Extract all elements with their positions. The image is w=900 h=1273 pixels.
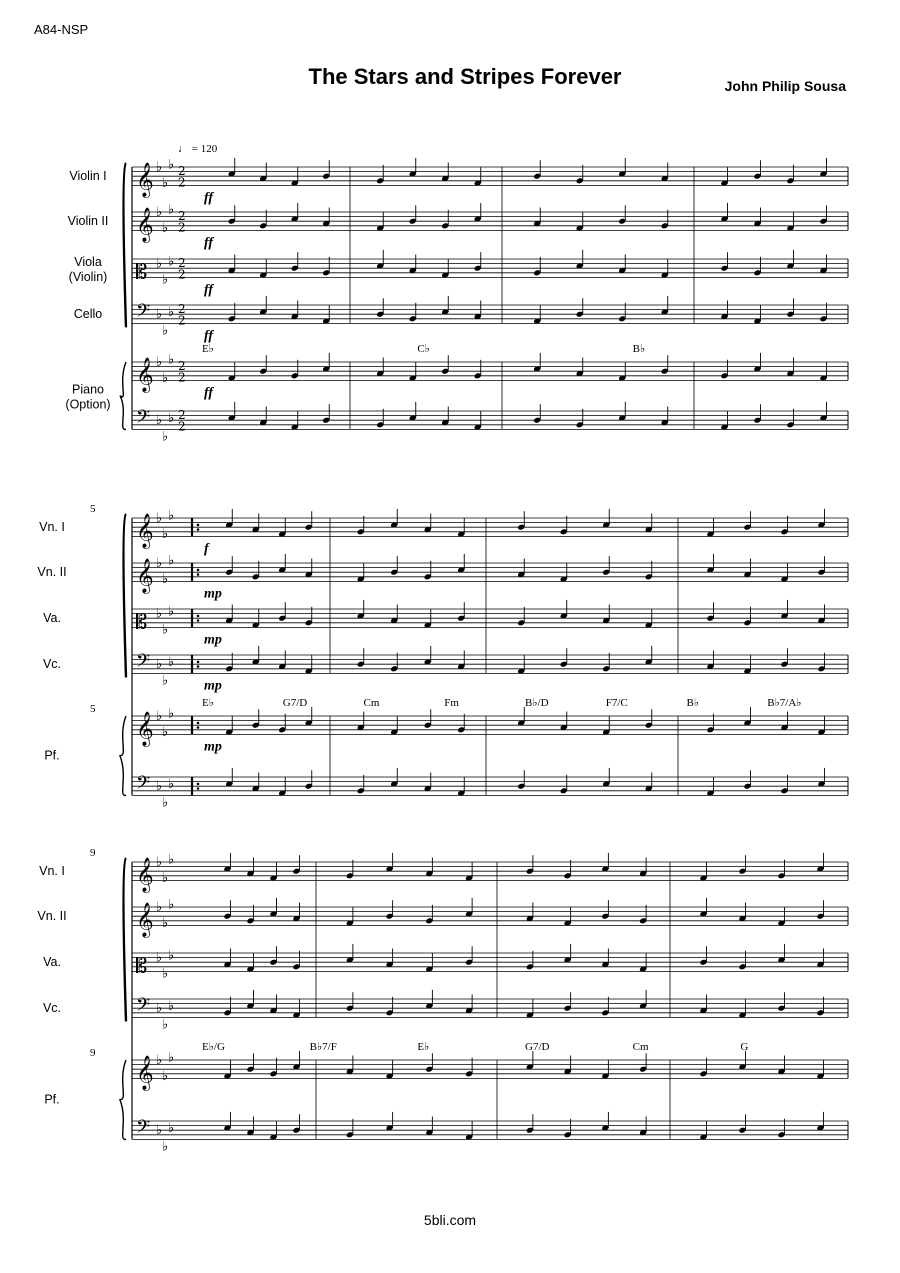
chord-symbol: G	[740, 1041, 749, 1053]
chord-symbol: E♭	[202, 343, 214, 355]
flat-icon: ♭	[168, 897, 175, 913]
treble-clef-icon: 𝄞	[136, 207, 154, 243]
document-code: A84-NSP	[34, 22, 89, 37]
flat-icon: ♭	[156, 779, 163, 795]
flat-icon: ♭	[162, 725, 169, 741]
repeat-dot	[197, 573, 200, 576]
flat-icon: ♭	[162, 795, 169, 811]
staff	[132, 301, 848, 339]
piano-brace	[120, 1060, 126, 1139]
flat-icon: ♭	[156, 511, 163, 526]
dynamic-mark: mp	[204, 739, 222, 755]
flat-icon: ♭	[168, 948, 175, 964]
time-signature: 2	[178, 302, 186, 317]
instrument-label: Pf.	[44, 748, 60, 763]
chord-symbol: F7/C	[605, 697, 628, 709]
flat-icon: ♭	[162, 916, 169, 932]
flat-icon: ♭	[156, 413, 163, 429]
flat-icon: ♭	[156, 709, 163, 724]
chord-symbol: G7/D	[282, 697, 308, 709]
flat-icon: ♭	[162, 1139, 169, 1155]
bass-clef-icon: 𝄢	[136, 1116, 151, 1142]
instrument-label: Vn. II	[37, 909, 67, 924]
treble-clef-icon: 𝄞	[136, 513, 154, 549]
chord-symbol: B♭	[686, 697, 700, 709]
bass-clef-icon: 𝄢	[136, 994, 151, 1020]
dynamic-mark: f	[204, 541, 209, 557]
instrument-label: Vc.	[42, 1001, 62, 1016]
flat-icon: ♭	[168, 852, 175, 868]
flat-icon: ♭	[156, 855, 163, 870]
treble-clef-icon: 𝄞	[136, 162, 154, 198]
flat-icon: ♭	[156, 606, 163, 622]
staff	[132, 353, 848, 394]
flat-icon: ♭	[156, 657, 163, 673]
staff	[132, 604, 848, 637]
system-1	[65, 158, 848, 445]
dynamic-mark: ff	[204, 235, 214, 251]
chord-symbol: B♭	[632, 343, 646, 355]
instrument-label: Pf.	[44, 1092, 60, 1107]
instrument-label: (Violin)	[68, 270, 108, 285]
instrument-label: Violin I	[69, 169, 107, 184]
repeat-dot	[197, 615, 200, 618]
time-signature: 2	[178, 256, 186, 271]
staff	[132, 554, 848, 595]
chord-symbol: E♭	[417, 1041, 430, 1053]
flat-icon: ♭	[168, 776, 175, 792]
instrument-label: Vn. I	[39, 864, 65, 879]
alto-clef-icon: 𝄡	[136, 953, 148, 978]
dynamic-mark: mp	[204, 632, 222, 648]
chord-symbol: B♭7/A♭	[767, 697, 802, 709]
dynamic-mark: ff	[204, 190, 214, 206]
flat-icon: ♭	[168, 706, 175, 722]
strings-bracket	[124, 858, 127, 1021]
instrument-label: Vn. I	[39, 520, 65, 535]
staff	[132, 158, 848, 199]
dynamic-mark: ff	[204, 282, 214, 298]
staff	[132, 773, 848, 811]
repeat-dot	[197, 787, 200, 790]
instrument-label: Va.	[43, 611, 61, 626]
staff	[132, 509, 848, 550]
flat-icon: ♭	[162, 622, 169, 638]
flat-icon: ♭	[162, 966, 169, 982]
time-signature: 2	[178, 370, 186, 385]
bass-clef-icon: 𝄢	[136, 772, 151, 798]
time-signature: 2	[178, 267, 186, 282]
strings-bracket	[124, 163, 127, 327]
repeat-dot	[197, 619, 200, 622]
repeat-dot	[197, 569, 200, 572]
dynamic-mark: ff	[204, 328, 214, 344]
flat-icon: ♭	[168, 654, 175, 670]
flat-icon: ♭	[162, 221, 169, 237]
staff	[132, 1117, 848, 1155]
system-3	[37, 847, 848, 1154]
staff	[132, 203, 848, 244]
flat-icon: ♭	[168, 304, 175, 320]
repeat-dot	[197, 722, 200, 725]
flat-icon: ♭	[162, 371, 169, 387]
repeat-dot	[197, 665, 200, 668]
flat-icon: ♭	[168, 553, 175, 569]
repeat-dot	[197, 528, 200, 531]
flat-icon: ♭	[156, 1053, 163, 1068]
repeat-dot	[197, 726, 200, 729]
flat-icon: ♭	[168, 1050, 175, 1066]
flat-icon: ♭	[162, 673, 169, 689]
time-signature: 2	[178, 175, 186, 190]
treble-clef-icon: 𝄞	[136, 857, 154, 893]
dynamic-mark: ff	[204, 385, 214, 401]
chord-symbol: Cm	[632, 1041, 649, 1053]
measure-number: 5	[90, 703, 96, 715]
instrument-label: Piano	[72, 382, 104, 397]
repeat-dot	[197, 524, 200, 527]
flat-icon: ♭	[168, 202, 175, 218]
flat-icon: ♭	[162, 272, 169, 288]
chord-symbol: B♭7/F	[309, 1041, 337, 1053]
flat-icon: ♭	[162, 1017, 169, 1033]
instrument-label: Va.	[43, 955, 61, 970]
flat-icon: ♭	[168, 998, 175, 1014]
time-signature: 2	[178, 164, 186, 179]
flat-icon: ♭	[168, 410, 175, 426]
treble-clef-icon: 𝄞	[136, 1055, 154, 1091]
treble-clef-icon: 𝄞	[136, 357, 154, 393]
flat-icon: ♭	[162, 527, 169, 543]
chord-symbol: G7/D	[525, 1041, 550, 1053]
chord-symbol: B♭/D	[525, 697, 549, 709]
tempo-marking: ♩ = 120	[178, 143, 218, 155]
flat-icon: ♭	[168, 157, 175, 173]
flat-icon: ♭	[156, 1001, 163, 1017]
flat-icon: ♭	[156, 900, 163, 915]
flat-icon: ♭	[162, 429, 169, 445]
alto-clef-icon: 𝄡	[136, 259, 148, 284]
measure-number: 5	[90, 503, 96, 515]
instrument-label: Cello	[73, 307, 103, 322]
flat-icon: ♭	[162, 1069, 169, 1085]
time-signature: 2	[178, 359, 186, 374]
flat-icon: ♭	[156, 205, 163, 220]
flat-icon: ♭	[156, 1123, 163, 1139]
chord-symbol: Cm	[363, 697, 380, 709]
time-signature: 2	[178, 220, 186, 235]
dynamic-mark: mp	[204, 678, 222, 694]
score-title: The Stars and Stripes Forever	[308, 64, 622, 89]
flat-icon: ♭	[156, 256, 163, 272]
treble-clef-icon: 𝄞	[136, 711, 154, 747]
bass-clef-icon: 𝄢	[136, 300, 151, 326]
flat-icon: ♭	[156, 160, 163, 175]
staff	[132, 407, 848, 445]
time-signature: 2	[178, 408, 186, 423]
flat-icon: ♭	[156, 307, 163, 323]
instrument-label: Viola	[74, 255, 102, 270]
staff	[132, 1051, 848, 1092]
instrument-label: Violin II	[67, 214, 109, 229]
system-2	[37, 503, 848, 810]
flat-icon: ♭	[168, 352, 175, 368]
staff	[132, 707, 848, 748]
composer-name: John Philip Sousa	[724, 78, 846, 94]
staff	[132, 651, 848, 689]
time-signature: 2	[178, 313, 186, 328]
measure-number: 9	[90, 1047, 96, 1059]
treble-clef-icon: 𝄞	[136, 902, 154, 938]
footer-site: 5bli.com	[423, 1212, 477, 1228]
flat-icon: ♭	[162, 871, 169, 887]
flat-icon: ♭	[156, 950, 163, 966]
piano-brace	[120, 716, 126, 795]
dynamic-mark: mp	[204, 586, 222, 602]
instrument-label: Vc.	[42, 657, 62, 672]
chord-symbol: E♭	[202, 697, 214, 709]
chord-symbol: C♭	[417, 343, 430, 355]
time-signature: 2	[178, 419, 186, 434]
treble-clef-icon: 𝄞	[136, 558, 154, 594]
flat-icon: ♭	[168, 1120, 175, 1136]
flat-icon: ♭	[162, 323, 169, 339]
piano-brace	[120, 362, 126, 429]
flat-icon: ♭	[156, 556, 163, 571]
strings-bracket	[124, 514, 127, 677]
flat-icon: ♭	[168, 508, 175, 524]
flat-icon: ♭	[168, 604, 175, 620]
staff	[132, 254, 848, 287]
instrument-label: (Option)	[65, 397, 111, 412]
chord-symbol: E♭/G	[202, 1041, 225, 1053]
flat-icon: ♭	[168, 254, 175, 270]
measure-number: 9	[90, 847, 96, 859]
bass-clef-icon: 𝄢	[136, 650, 151, 676]
repeat-dot	[197, 661, 200, 664]
time-signature: 2	[178, 209, 186, 224]
bass-clef-icon: 𝄢	[136, 406, 151, 432]
flat-icon: ♭	[162, 176, 169, 192]
alto-clef-icon: 𝄡	[136, 609, 148, 634]
flat-icon: ♭	[156, 355, 163, 370]
instrument-label: Vn. II	[37, 565, 67, 580]
chord-symbol: Fm	[444, 697, 459, 709]
flat-icon: ♭	[162, 572, 169, 588]
repeat-dot	[197, 783, 200, 786]
